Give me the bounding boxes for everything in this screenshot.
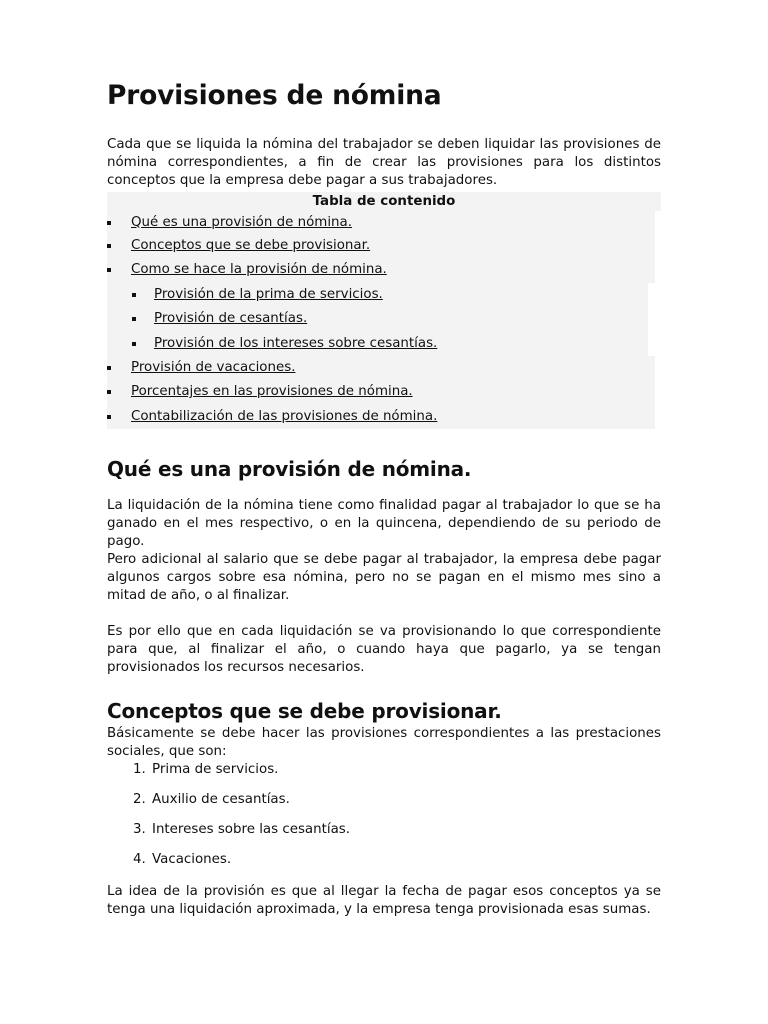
list-number: 1. bbox=[133, 762, 146, 778]
toc-heading: Tabla de contenido bbox=[107, 192, 661, 211]
list-number: 3. bbox=[133, 822, 146, 838]
list-item-text: Intereses sobre las cesantías. bbox=[152, 822, 351, 838]
list-item bbox=[107, 761, 661, 791]
bullet-icon bbox=[107, 244, 111, 248]
toc-link-contabilizacion[interactable]: Contabilización de las provisiones de nómina. bbox=[131, 408, 438, 424]
list-item bbox=[107, 791, 661, 821]
toc-item bbox=[107, 332, 648, 356]
toc-item bbox=[107, 283, 648, 307]
toc-link-conceptos[interactable]: Conceptos que se debe provisionar. bbox=[131, 238, 371, 253]
list-item bbox=[107, 851, 661, 881]
toc-item bbox=[107, 258, 655, 282]
section1-paragraph-2: Pero adicional al salario que se debe pagar al trabajador, la empresa debe pagar algunos cargos sobre esa nómina, pero no se pagan en el mismo mes sino a mitad de año, o al finalizar. bbox=[107, 552, 661, 604]
bullet-icon bbox=[107, 221, 111, 225]
toc-item bbox=[107, 234, 655, 258]
list-number: 2. bbox=[133, 792, 146, 808]
list-item bbox=[107, 821, 661, 851]
bullet-icon bbox=[107, 390, 111, 394]
section-heading-conceptos: Conceptos que se debe provisionar. bbox=[107, 699, 502, 724]
toc-link-vacaciones[interactable]: Provisión de vacaciones. bbox=[131, 359, 296, 375]
toc-item bbox=[107, 211, 655, 234]
toc-list bbox=[107, 211, 661, 429]
bullet-icon bbox=[132, 342, 136, 346]
table-of-contents bbox=[107, 192, 661, 429]
toc-item bbox=[107, 356, 655, 380]
list-item-text: Vacaciones. bbox=[152, 852, 232, 868]
toc-link-porcentajes[interactable]: Porcentajes en las provisiones de nómina. bbox=[131, 384, 413, 400]
toc-item bbox=[107, 380, 655, 404]
document-page bbox=[107, 78, 661, 919]
list-item-text: Prima de servicios. bbox=[152, 762, 279, 778]
bullet-icon bbox=[107, 415, 111, 419]
page-title: Provisiones de nómina bbox=[107, 80, 442, 111]
toc-item bbox=[107, 405, 655, 429]
section1-paragraph-3: Es por ello que en cada liquidación se va provisionando lo que correspondiente para que, al finalizar el año, o cuando haya que pagarlo, ya se tengan provisionados los recursos necesarios. bbox=[107, 624, 661, 676]
prestaciones-list bbox=[107, 761, 661, 881]
bullet-icon bbox=[107, 366, 111, 370]
bullet-icon bbox=[132, 293, 136, 297]
intro-paragraph: Cada que se liquida la nómina del trabajador se deben liquidar las provisiones de nómina correspondientes, a fin de crear las provisiones para los distintos conceptos que la empresa debe pagar a sus trabajadores. bbox=[107, 137, 661, 188]
section2-paragraph-2: La idea de la provisión es que al llegar la fecha de pagar esos conceptos ya se tenga una liquidación aproximada, y la empresa tenga provisionada esas sumas. bbox=[107, 884, 661, 918]
bullet-icon bbox=[132, 317, 136, 321]
toc-link-cesantias[interactable]: Provisión de cesantías. bbox=[154, 311, 308, 327]
section2-paragraph-1: Básicamente se debe hacer las provisiones correspondientes a las prestaciones sociales, que son: bbox=[107, 726, 661, 760]
toc-link-que-es[interactable]: Qué es una provisión de nómina. bbox=[131, 215, 352, 230]
toc-item bbox=[107, 307, 648, 331]
bullet-icon bbox=[107, 268, 111, 272]
toc-link-intereses[interactable]: Provisión de los intereses sobre cesantías. bbox=[154, 335, 438, 351]
section-heading-que-es: Qué es una provisión de nómina. bbox=[107, 457, 472, 482]
toc-link-prima[interactable]: Provisión de la prima de servicios. bbox=[154, 286, 383, 302]
toc-link-como-se-hace[interactable]: Como se hace la provisión de nómina. bbox=[131, 262, 387, 278]
section1-paragraph-1: La liquidación de la nómina tiene como finalidad pagar al trabajador lo que se ha ganado en el mes respectivo, o en la quincena, dependiendo de su periodo de pago. bbox=[107, 498, 661, 550]
list-number: 4. bbox=[133, 852, 146, 868]
list-item-text: Auxilio de cesantías. bbox=[152, 792, 290, 808]
